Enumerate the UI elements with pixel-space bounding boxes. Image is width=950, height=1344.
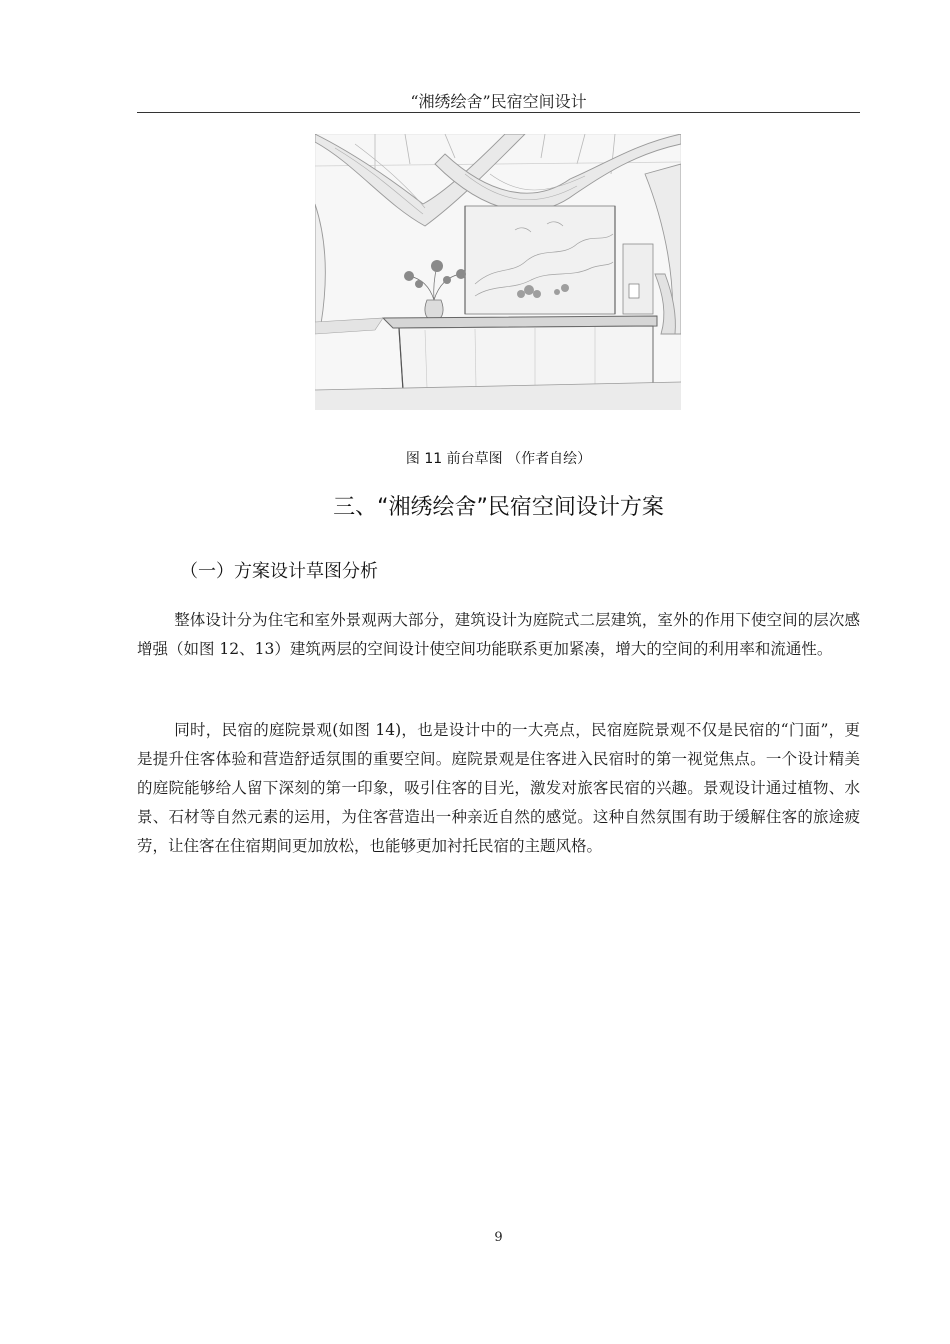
- body-paragraph: 整体设计分为住宅和室外景观两大部分，建筑设计为庭院式二层建筑，室外的作用下使空间的层次感增强（如图 12、13）建筑两层的空间设计使空间功能联系更加紧凑，增大的空间的利用率和流通性。: [137, 611, 860, 658]
- section-title: 三、“湘绣绘舍”民宿空间设计方案: [333, 495, 664, 520]
- figure-caption: 图 11 前台草图 （作者自绘）: [405, 451, 592, 467]
- body-paragraph: 同时，民宿的庭院景观(如图 14)，也是设计中的一大亮点，民宿庭院景观不仅是民宿的“门面”，更是提升住客体验和营造舒适氛围的重要空间。庭院景观是住客进入民宿时的第一视觉焦点。一个设计精美的庭院能够给人留下深刻的第一印象，吸引住客的目光，激发对旅客民宿的兴趣。景观设计通过植物、水景、石材等自然元素的运用，为住客营造出一种亲近自然的感觉。这种自然氛围有助于缓解住客的旅途疲劳，让住客在住宿期间更加放松，也能够更加衬托民宿的主题风格。: [137, 721, 860, 855]
- running-header: “湘绣绘舍”民宿空间设计: [410, 92, 587, 111]
- header-rule: [137, 112, 860, 113]
- subsection-title: （一）方案设计草图分析: [180, 561, 378, 582]
- page-number: 9: [494, 1230, 503, 1245]
- reception-sketch-illustration: [315, 134, 681, 410]
- reception-sketch-figure: [315, 134, 681, 410]
